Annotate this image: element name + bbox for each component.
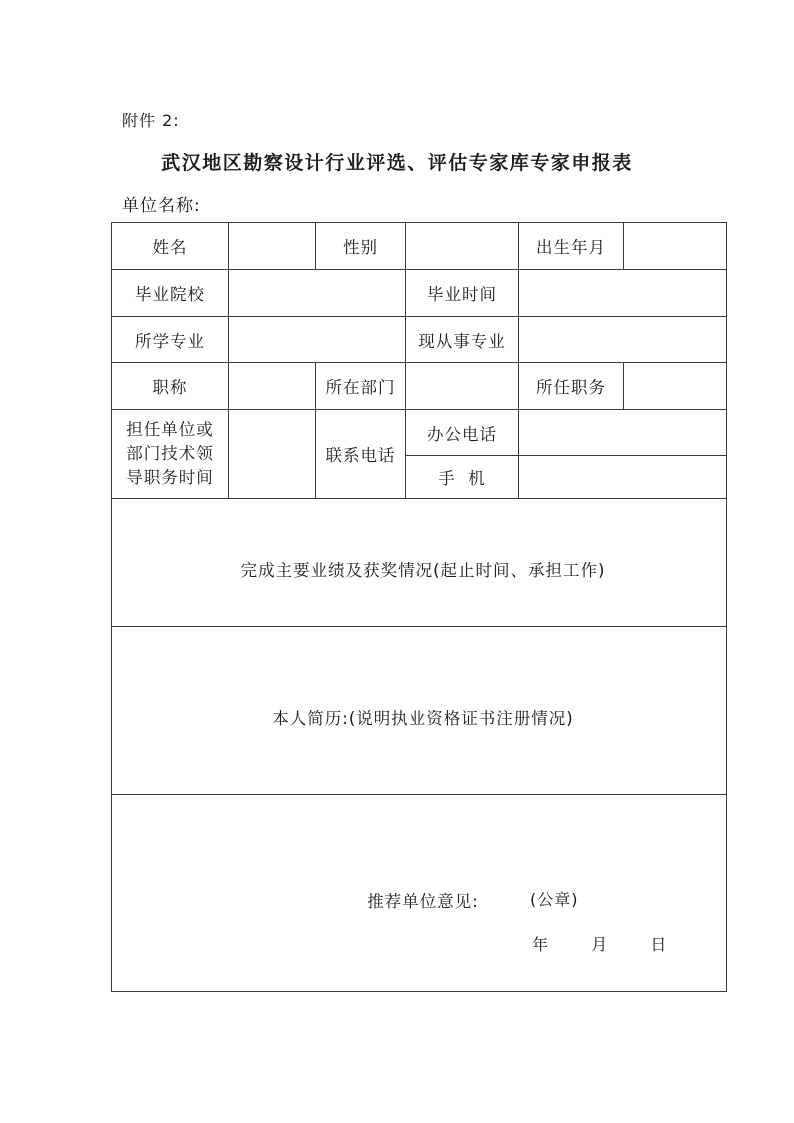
achievements-section[interactable]: [112, 499, 727, 627]
position-field[interactable]: [624, 363, 727, 410]
grad-time-field[interactable]: [519, 270, 727, 317]
leader-time-text: 担任单位或部门技术领导职务时间: [126, 420, 214, 487]
office-phone-label: 办公电话: [406, 410, 519, 456]
title-field[interactable]: [229, 363, 316, 410]
birth-field[interactable]: [624, 223, 727, 270]
gender-label: 性别: [316, 223, 406, 270]
mobile-label: 手 机: [406, 456, 519, 499]
month-label: 月: [591, 935, 609, 954]
leader-time-field[interactable]: [229, 410, 316, 499]
year-label: 年: [532, 935, 550, 954]
achievements-label: 完成主要业绩及获奖情况(起止时间、承担工作): [240, 561, 606, 580]
school-field[interactable]: [229, 270, 406, 317]
date-line: [532, 932, 667, 955]
recommend-label: 推荐单位意见:: [367, 891, 479, 911]
mobile-field[interactable]: [519, 456, 727, 499]
gender-field[interactable]: [406, 223, 519, 270]
unit-name-label: 单位名称:: [122, 196, 201, 216]
title-label: 职称: [112, 363, 229, 410]
leader-time-label: [112, 410, 229, 499]
current-major-label: 现从事专业: [406, 317, 519, 363]
major-field[interactable]: [229, 317, 406, 363]
name-field[interactable]: [229, 223, 316, 270]
name-label: 姓名: [112, 223, 229, 270]
resume-label: 本人简历:(说明执业资格证书注册情况): [272, 709, 574, 728]
major-label: 所学专业: [112, 317, 229, 363]
grad-time-label: 毕业时间: [406, 270, 519, 317]
school-label: 毕业院校: [112, 270, 229, 317]
position-label: 所任职务: [519, 363, 624, 410]
recommend-section[interactable]: [112, 795, 727, 992]
seal-label: (公章): [530, 890, 579, 909]
day-label: 日: [650, 935, 668, 954]
current-major-field[interactable]: [519, 317, 727, 363]
birth-label: 出生年月: [519, 223, 624, 270]
page-title: 武汉地区勘察设计行业评选、评估专家库专家申报表: [161, 152, 633, 174]
attachment-label: 附件 2:: [122, 111, 180, 130]
resume-section[interactable]: [112, 627, 727, 795]
department-label: 所在部门: [316, 363, 406, 410]
office-phone-field[interactable]: [519, 410, 727, 456]
department-field[interactable]: [406, 363, 519, 410]
contact-label: 联系电话: [316, 410, 406, 499]
application-form-table: [111, 222, 727, 992]
